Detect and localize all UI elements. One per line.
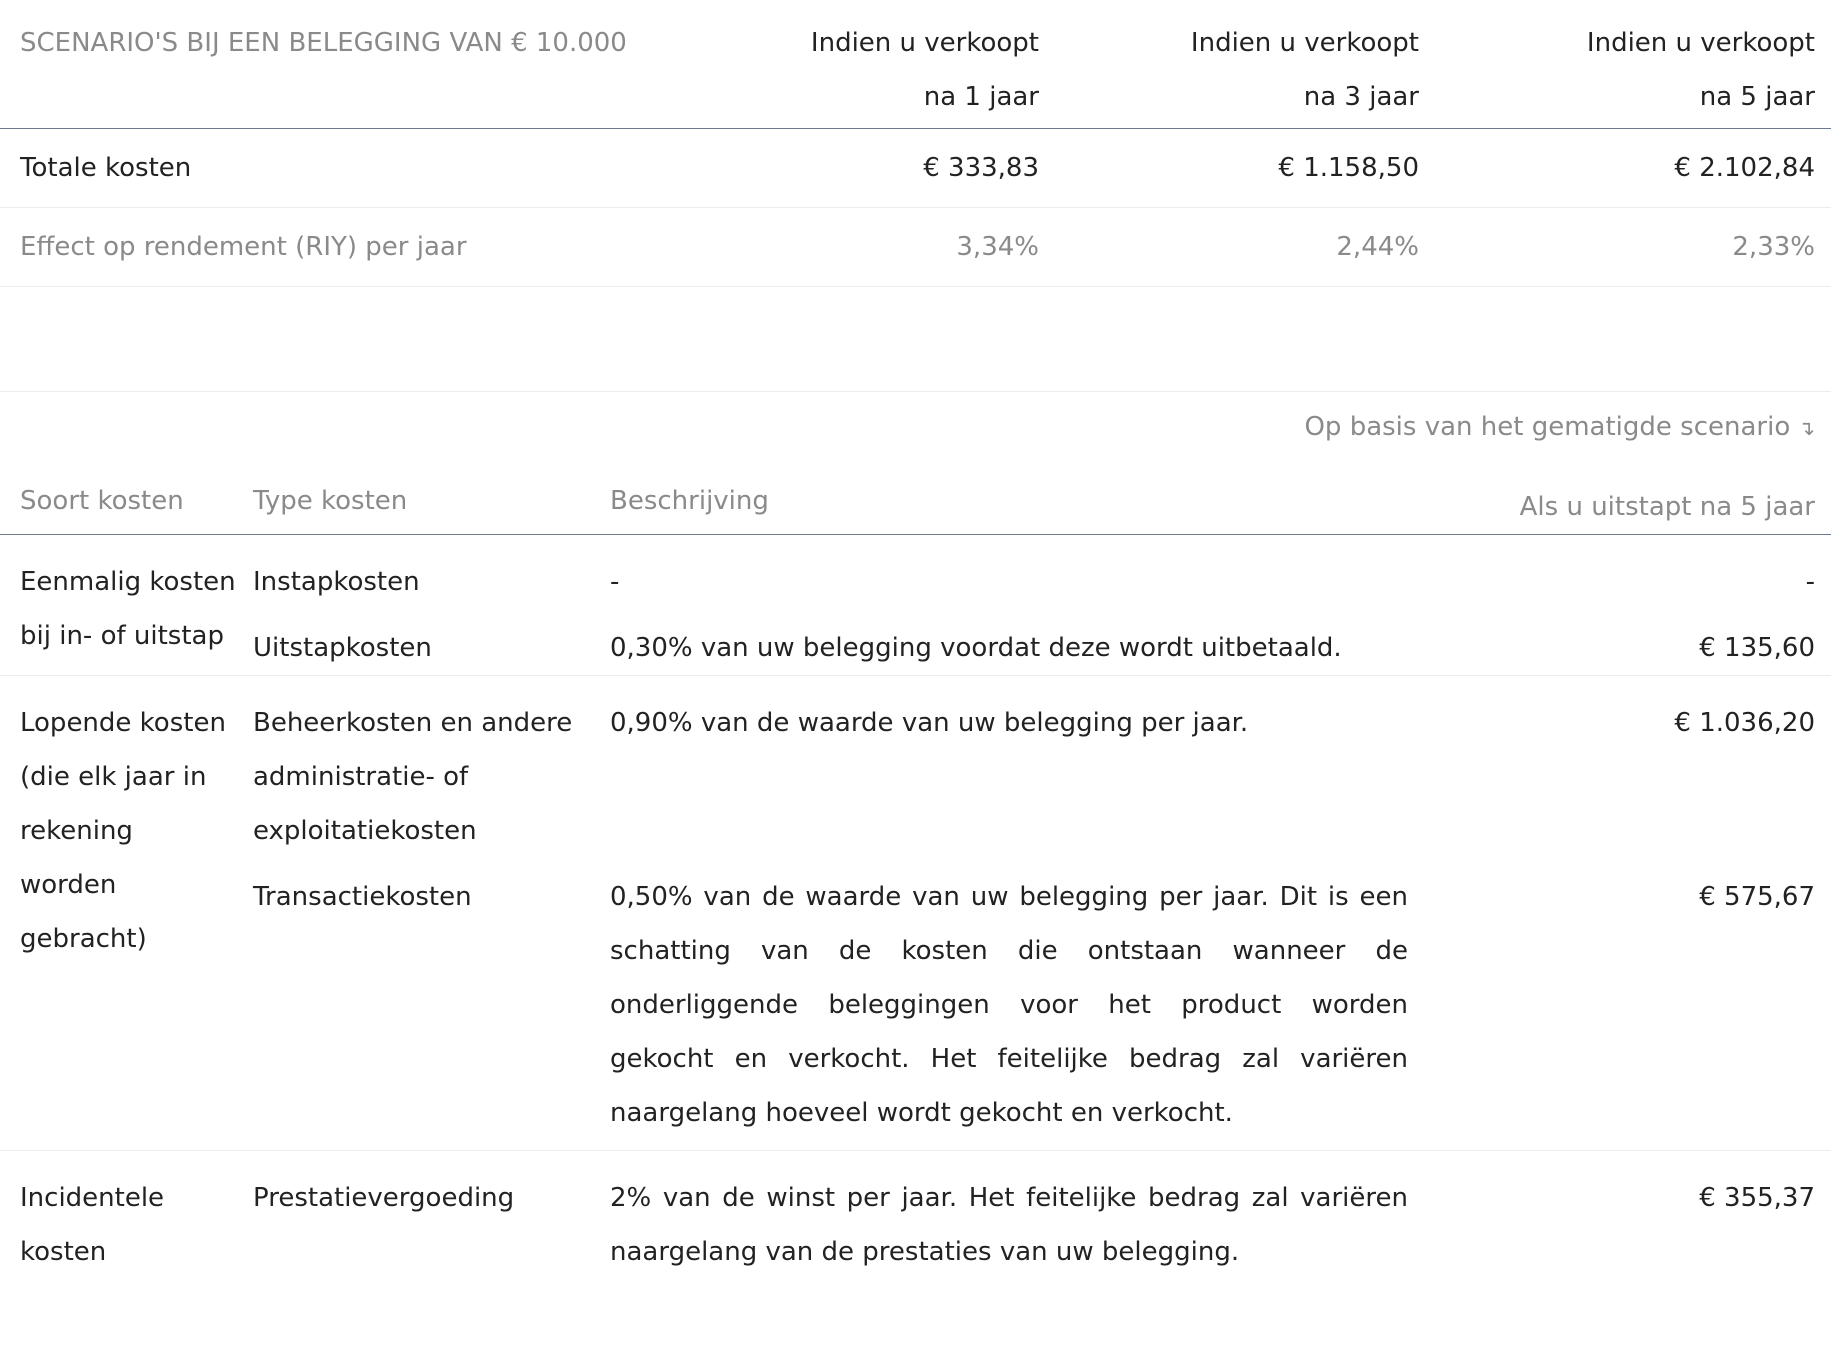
cost-description: 0,30% van uw belegging voordat deze wordt uitbetaald. [610,609,1470,676]
cost-type: Prestatievergoeding [253,1183,515,1213]
header-soort-kosten: Soort kosten [0,450,253,535]
row-label: Effect op rendement (RIY) per jaar [0,208,670,287]
table-row [0,1151,1831,1280]
column-header-line2: na 5 jaar [1699,82,1815,112]
column-header-line2: na 1 jaar [923,82,1039,112]
column-header-line2: na 3 jaar [1303,82,1419,112]
cost-amount: - [1805,567,1815,597]
scenario-title: SCENARIO'S BIJ EEN BELEGGING VAN € 10.000 [0,0,670,129]
riy-row [0,208,1831,287]
cell-value: 3,34% [670,208,1055,287]
scenario-table [0,0,1831,287]
row-label: Totale kosten [0,129,670,208]
column-header-3-year [1055,0,1435,129]
scenario-header-row [0,0,1831,129]
table-row [0,609,1831,676]
cost-category: Lopende kosten (die elk jaar in rekening worden gebracht) [0,676,253,1151]
cost-type: Instapkosten [253,567,420,597]
cell-value: € 333,83 [670,129,1055,208]
section-divider [0,287,1831,392]
arrow-down-right-icon: ↴ [1798,416,1815,440]
table-row [0,858,1831,1151]
cost-category: Incidentele kosten [20,1183,165,1267]
column-header-line1: Indien u verkoopt [810,28,1039,58]
cell-value: 2,33% [1435,208,1831,287]
column-header-line1: Indien u verkoopt [1190,28,1419,58]
cost-amount: € 575,67 [1470,858,1831,1151]
column-header-1-year [670,0,1055,129]
cell-value: € 1.158,50 [1055,129,1435,208]
note-text: Op basis van het gematigde scenario [1304,412,1791,442]
cost-description: 2% van de winst per jaar. Het feitelijke bedrag zal variëren naargelang van de prestaties van uw belegging. [610,1183,1408,1267]
costs-header-row [0,450,1831,535]
cost-type: Transactiekosten [253,858,610,1151]
cost-description: 0,50% van de waarde van uw belegging per jaar. Dit is een schatting van de kosten die ontstaan wanneer de onderliggende beleggingen voor het product worden gekocht en verkocht. Het feitelijke bedrag zal variëren naargelang hoeveel wordt gekocht en verkocht. [610,858,1470,1151]
total-costs-row [0,129,1831,208]
cost-amount: € 1.036,20 [1674,708,1815,738]
cost-description: - [610,567,620,597]
scenario-basis-note [0,392,1831,450]
cost-description: 0,90% van de waarde van uw belegging per jaar. [610,708,1249,738]
header-beschrijving: Beschrijving [610,450,1470,535]
cost-amount: € 355,37 [1699,1183,1815,1213]
table-row [0,535,1831,610]
column-header-line1: Indien u verkoopt [1586,28,1815,58]
column-header-5-year [1435,0,1831,129]
cost-type: Uitstapkosten [253,609,610,676]
cost-type: Beheerkosten en andere administratie- of exploitatiekosten [253,708,573,846]
cost-amount: € 135,60 [1470,609,1831,676]
cell-value: 2,44% [1055,208,1435,287]
header-bedrag-5-jaar: Als u uitstapt na 5 jaar [1470,450,1831,535]
cell-value: € 2.102,84 [1435,129,1831,208]
cost-category: Eenmalig kosten bij in- of uitstap [0,535,253,676]
table-row [0,676,1831,859]
header-type-kosten: Type kosten [253,450,610,535]
costs-table [0,450,1831,1279]
